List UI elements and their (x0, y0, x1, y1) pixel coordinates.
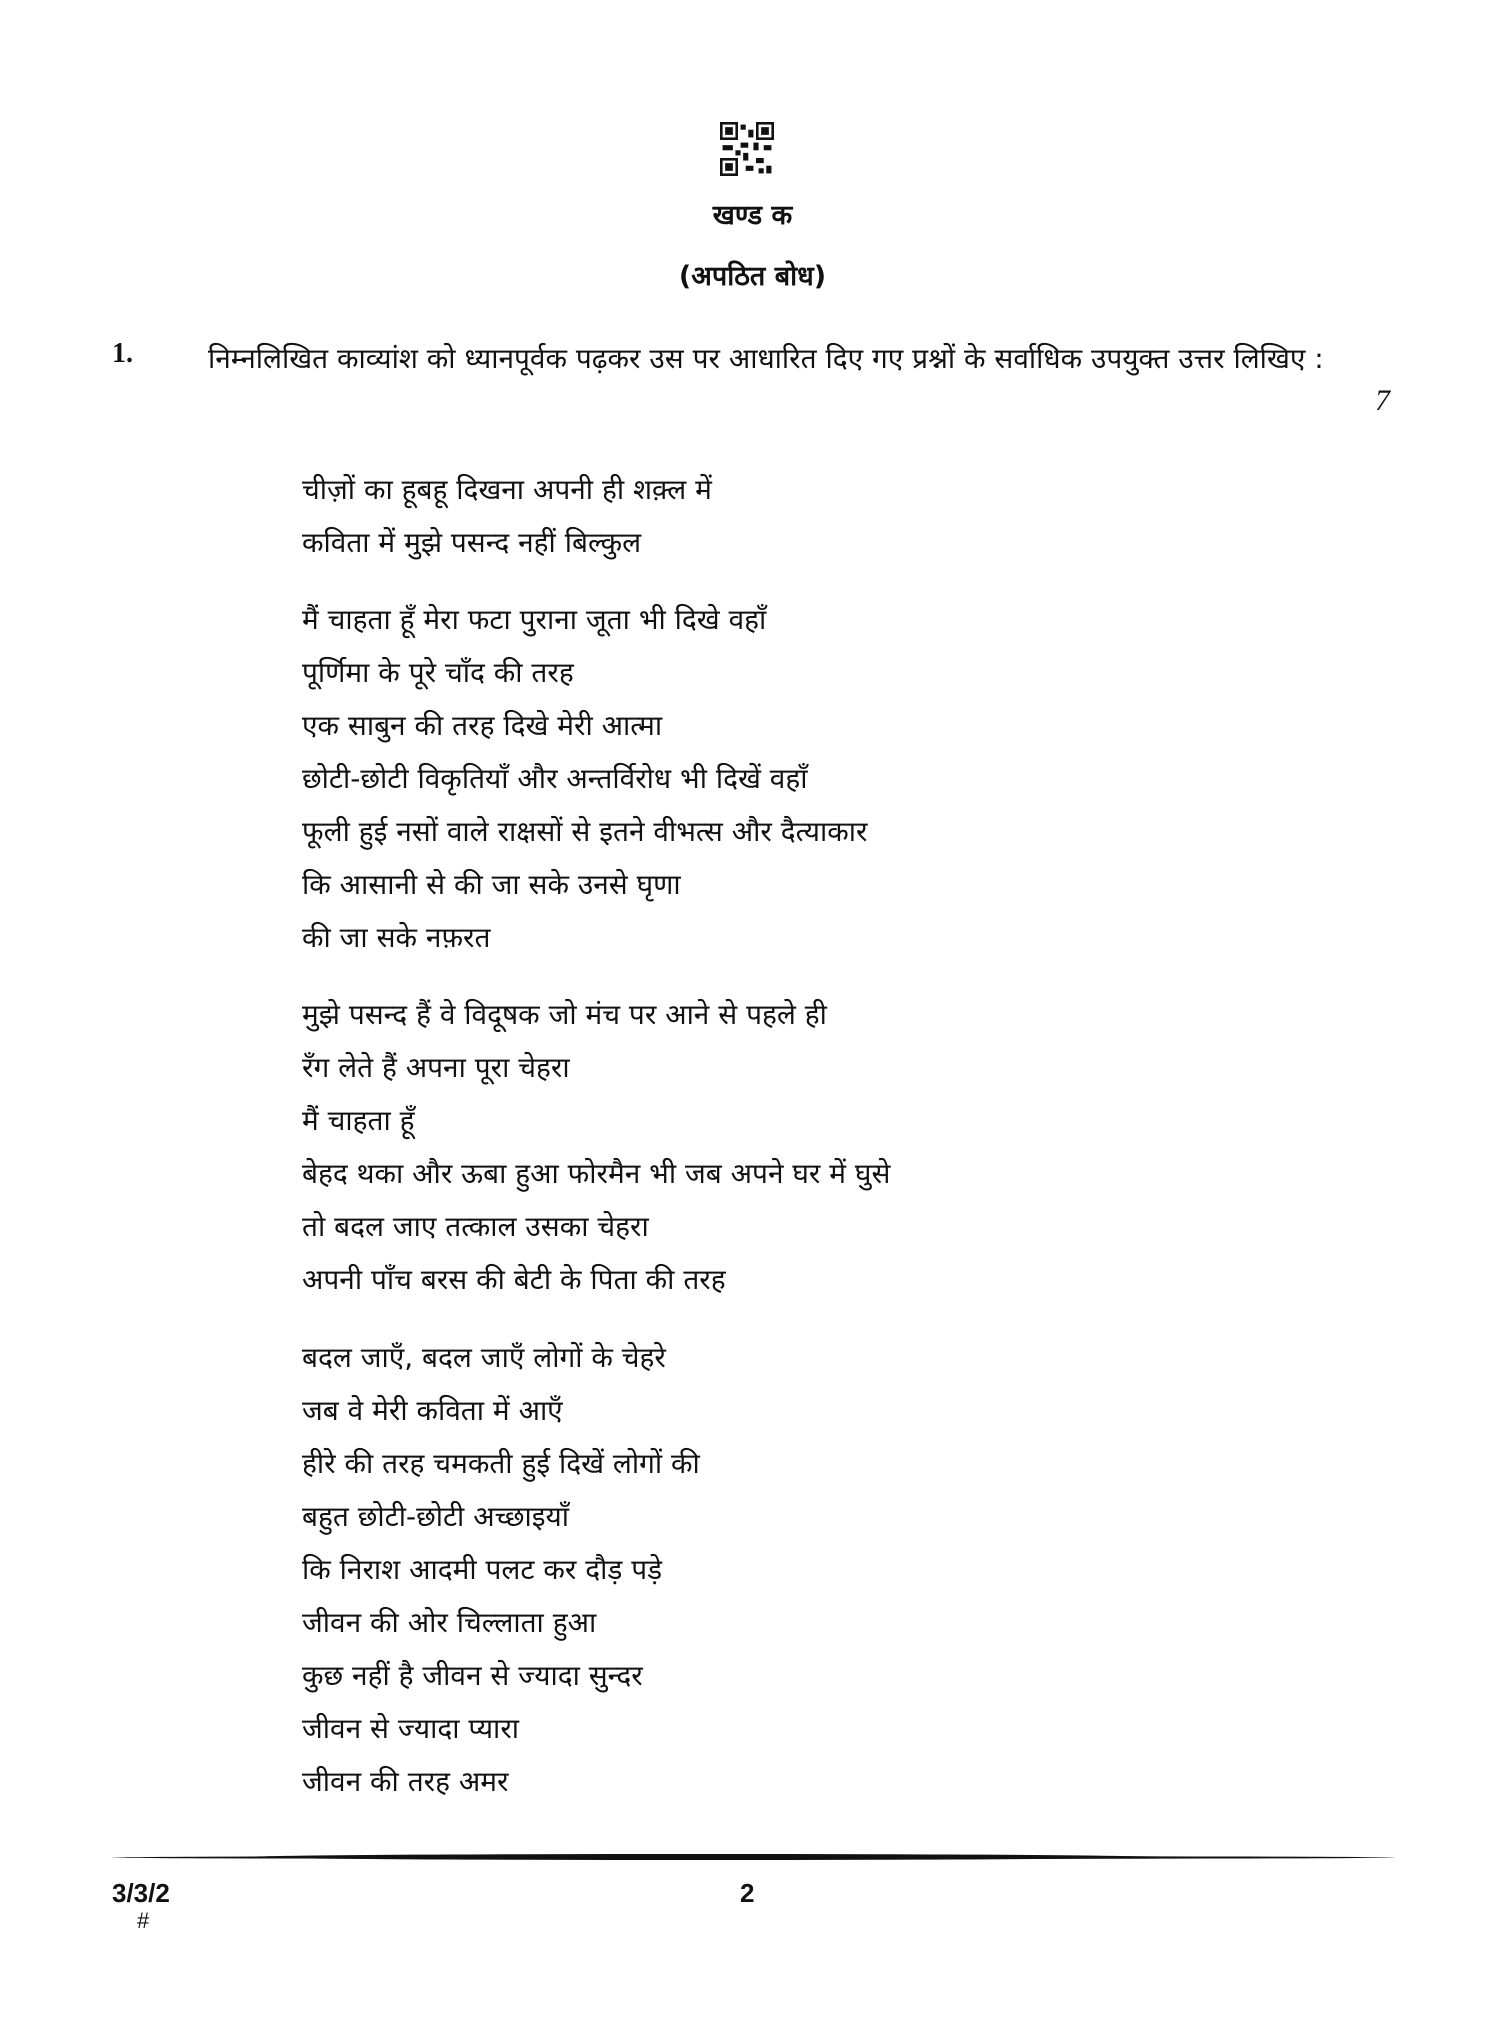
poem-line: जब वे मेरी कविता में आएँ (302, 1394, 563, 1427)
poem-line: मैं चाहता हूँ (302, 1104, 415, 1137)
poem-stanza-1 (302, 463, 712, 569)
poem-line: बहुत छोटी-छोटी अच्छाइयाँ (302, 1500, 570, 1533)
question-number: 1. (112, 338, 133, 369)
footer-symbol: # (137, 1908, 150, 1933)
poem-line: जीवन से ज्यादा प्यारा (302, 1712, 520, 1745)
poem-line: कुछ नहीं है जीवन से ज्यादा सुन्दर (302, 1659, 643, 1692)
poem-line: कि निराश आदमी पलट कर दौड़ पड़े (302, 1553, 663, 1586)
section-subtitle: (अपठित बोध) (678, 261, 827, 292)
poem-line: बदल जाएँ, बदल जाएँ लोगों के चेहरे (302, 1341, 666, 1374)
poem-line: छोटी-छोटी विकृतियाँ और अन्तर्विरोध भी दिखें वहाँ (302, 762, 808, 795)
poem-line: कि आसानी से की जा सके उनसे घृणा (302, 868, 681, 901)
page-number: 2 (740, 1878, 755, 1908)
poem-line: कविता में मुझे पसन्द नहीं बिल्कुल (302, 526, 642, 559)
poem-line: पूर्णिमा के पूरे चाँद की तरह (302, 656, 574, 689)
poem-line: की जा सके नफ़रत (302, 921, 491, 954)
poem-line: एक साबुन की तरह दिखे मेरी आत्मा (302, 709, 663, 742)
poem-line: तो बदल जाए तत्काल उसका चेहरा (302, 1210, 649, 1243)
paper-code: 3/3/2 (112, 1878, 170, 1908)
poem-line: मैं चाहता हूँ मेरा फटा पुराना जूता भी दिखे वहाँ (302, 603, 767, 636)
section-title: खण्ड क (712, 200, 793, 231)
poem-line: जीवन की तरह अमर (302, 1765, 509, 1798)
poem-line: मुझे पसन्द हैं वे विदूषक जो मंच पर आने से पहले ही (302, 998, 827, 1031)
poem-line: हीरे की तरह चमकती हुई दिखें लोगों की (302, 1447, 700, 1480)
poem-line: फूली हुई नसों वाले राक्षसों से इतने वीभत्स और दैत्याकार (302, 815, 868, 848)
poem-stanza-4 (302, 1331, 700, 1808)
poem-line: चीज़ों का हूबहू दिखना अपनी ही शक़्ल में (302, 473, 712, 506)
question-text: निम्नलिखित काव्यांश को ध्यानपूर्वक पढ़कर उस पर आधारित दिए गए प्रश्नों के सर्वाधिक उपयुक्त उत्तर लिखिए : (208, 342, 1324, 375)
footer-divider-thick (250, 1854, 1150, 1860)
poem-line: जीवन की ओर चिल्लाता हुआ (302, 1606, 597, 1639)
poem-stanza-3 (302, 988, 890, 1306)
qr-code-icon (720, 122, 774, 176)
poem-stanza-2 (302, 593, 867, 964)
poem-line: अपनी पाँच बरस की बेटी के पिता की तरह (302, 1263, 726, 1296)
poem-line: रँग लेते हैं अपना पूरा चेहरा (302, 1051, 570, 1084)
poem-line: बेहद थका और ऊबा हुआ फोरमैन भी जब अपने घर में घुसे (302, 1157, 891, 1190)
question-marks: 7 (1375, 384, 1390, 417)
